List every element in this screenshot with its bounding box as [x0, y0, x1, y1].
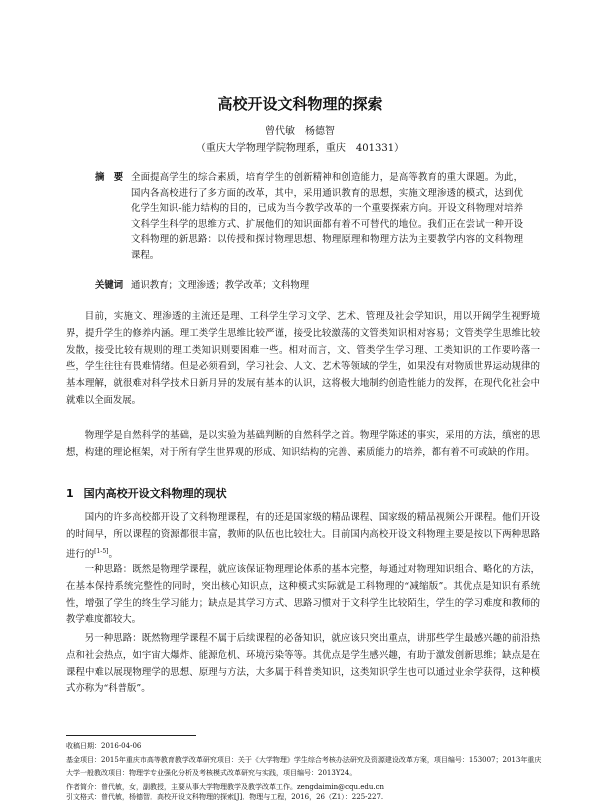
section-1-paragraph-3: 另一种思路：既然物理学课程不属于后续课程的必备知识，就应该只突出重点，讲那些学生最感兴趣的前沿热点和社会热点，如宇宙大爆炸、能源危机、环境污染等等。其优点是学生感兴趣，有助于激发创新思维；缺点是在课程中难以展现物理学的思想、原理与方法，大多属于科普类知识，这类知识学生也可以通过业余学获得，这种模式亦称为“科普版”。: [66, 633, 540, 695]
footnote-funding: 基金项目：2015年重庆市高等教育教学改革研究项目：关于《大学物理》学生综合考核办法研究及资源建设改革方案，项目编号：153007；2013年重庆大学一般教改项目：物理学专业强化分析及考核模式改革研究与实践，项目编号：2013Y24。: [66, 756, 542, 777]
section-1-paragraph-1: 国内的许多高校都开设了文科物理课程，有的还是国家级的精品课程、国家级的精品视频公开课程。他们开设的时间早，所以课程的资源都很丰富，教师的队伍也比较壮大。目前国内高校开设文科物理主要是按以下两种思路进行的[1-5]。: [66, 512, 540, 560]
abstract-block: [95, 170, 523, 264]
abstract-text: 全面提高学生的综合素质，培育学生的创新精神和创造能力，是高等教育的重大课题。为此，国内各高校进行了多方面的改革，其中，采用通识教育的思想，实施文理渗透的模式，达到优化学生知识-能力结构的目的，已成为当今教学改革的一个重要探索方向。开设文科物理对培养文科学生科学的思维方式、扩展他们的知识面都有着不可替代的地位。我们正在尝试一种开设文科物理的新思路：以传授和探讨物理思想、物理原理和物理方法为主要教学内容的文科物理课程。: [131, 172, 523, 261]
citation-marker: [1-5]: [94, 547, 109, 555]
abstract-label: 摘 要: [95, 172, 124, 183]
keywords-block: [95, 278, 523, 294]
intro-paragraph-1: 目前，实施文、理渗透的主流还是理、工科学生学习文学、艺术、管理及社会学知识，用以开阔学生视野境界，提升学生的修养内涵。理工类学生思维比较严谨，接受比较激荡的文管类知识相对容易；文管类学生思维比较发散，接受比较有规则的理工类知识则要困难一些。相对而言，文、管类学生学习理、工类知识的工作要吟落一些，学生往往有畏难情绪。但是必须看到，学习社会、人文、艺术等领域的学生，如果没有对物质世界运动规律的基本理解，就很难对科学技术日新月异的发展有基本的认识，这将极大地制约创造性能力的发挥，在现代化社会中就难以全面发展。: [66, 311, 540, 406]
authors: 曾代敏 杨德智: [265, 126, 335, 137]
paper-title: 高校开设文科物理的探索: [217, 95, 383, 113]
footnote-received: 收稿日期：2016-04-06: [66, 742, 142, 750]
footnote-rule: [66, 735, 196, 736]
section-1-title: 国内高校开设文科物理的现状: [83, 487, 227, 500]
keywords-text: 通识教育；文理渗透；教学改革；文科物理: [131, 280, 310, 291]
intro-paragraph-2: 物理学是自然科学的基础，是以实验为基础判断的自然科学之首。物理学陈述的事实，采用的方法，缜密的思想，构建的理论框架，对于所有学生世界观的形成、知识结构的完善、素质能力的培养，都有着不可或缺的作用。: [66, 430, 540, 458]
section-1-paragraph-2: 一种思路：既然是物理学课程，就应该保证物理理论体系的基本完整，每通过对物理知识组合、略化的方法，在基本保持系统完整性的同时，突出核心知识点，这种模式实际就是工科物理的“减缩版”。其优点是知识有系统性，增强了学生的终生学习能力；缺点是其学习方式、思路习惯对于文科学生比较陌生，学生的学习难度和教师的教学难度都较大。: [66, 564, 540, 626]
keywords-label: 关键词: [95, 280, 124, 291]
footnote-author: 作者简介：曾代敏，女，副教授，主要从事大学物理教学及教学改革工作。zengdaimin@cqu.edu.cn: [66, 783, 385, 791]
section-1-number: 1: [66, 487, 74, 500]
section-1-heading: [66, 485, 227, 501]
affiliation: （重庆大学物理学院物理系，重庆 401331）: [195, 143, 405, 154]
section-1-paragraph-1-text: 国内的许多高校都开设了文科物理课程，有的还是国家级的精品课程、国家级的精品视频公开课程。他们开设的时间早，所以课程的资源都很丰富，教师的队伍也比较壮大。目前国内高校开设文科物理主要是按以下两种思路进行的: [66, 512, 540, 560]
footnote-citation: 引文格式：曾代敏，杨德智．高校开设文科物理的探索[J]．物理与工程，2016，26（Z1）：225-227.: [66, 793, 384, 801]
